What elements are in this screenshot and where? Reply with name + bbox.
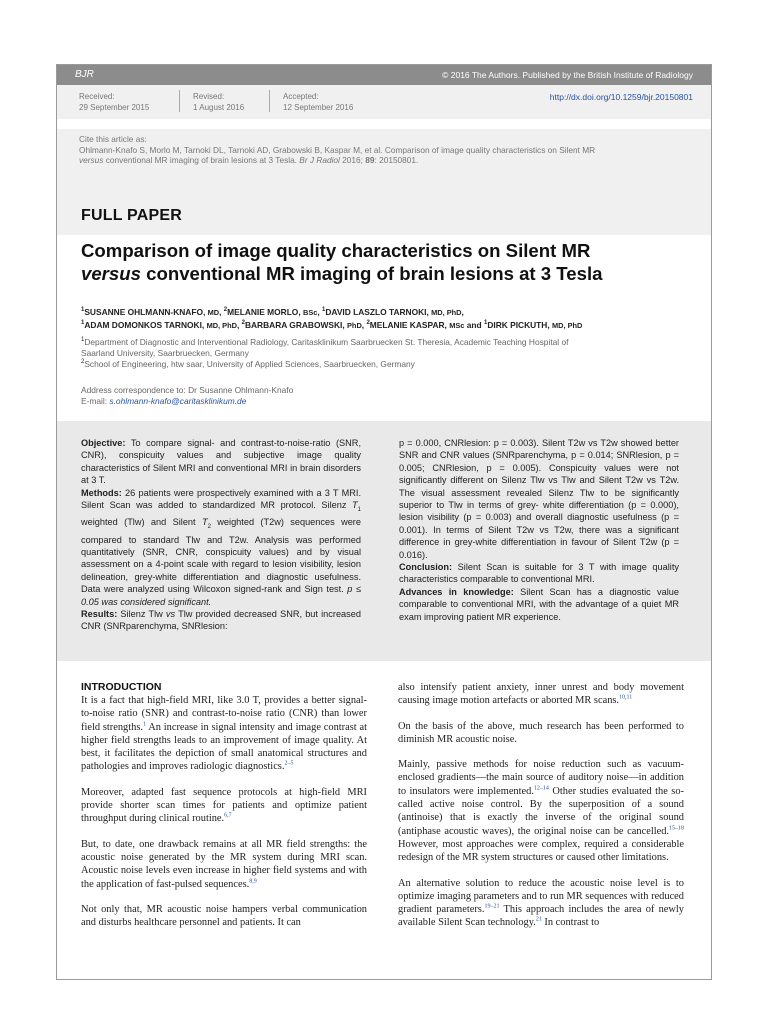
article-page: [56, 64, 712, 980]
paragraph-text: Other studies evaluated the so-called active noise control. By the superposition of a sound (antinoise) that is exactly the inverse of the original sound (antiphase acoustic waves), the original noise can be cancelled.: [398, 785, 684, 837]
author-1: SUSANNE OHLMANN-KNAFO,: [84, 307, 208, 317]
reference-link[interactable]: 15–18: [669, 825, 684, 832]
t1-symbol: T: [352, 500, 358, 511]
affiliation-1: Department of Diagnostic and Interventional Radiology, Caritasklinikum Saarbruecken St. Theresia, Academic Teaching Hospital of: [84, 337, 569, 347]
results-text-a: Silenz Tlw: [117, 608, 166, 619]
author-7-degree: MD, PhD: [552, 321, 583, 330]
objective-text: To compare signal- and contrast-to-noise-ratio (SNR, CNR), conspicuity values and subjective image quality characteristics of Silent MRI and conventional MRI in brain disorders at 3 T.: [81, 438, 361, 486]
author-4: ADAM DOMONKOS TARNOKI,: [84, 320, 207, 330]
doi-link[interactable]: http://dx.doi.org/10.1259/bjr.20150801: [549, 92, 693, 102]
title-part1: Comparison of image quality characteristics on Silent MR: [81, 240, 591, 261]
paragraph-text: In contrast to: [541, 917, 600, 929]
paragraph: [81, 786, 367, 826]
paragraph-text: This approach includes the area of newly available Silent Scan technology.: [398, 904, 684, 929]
author-3: DAVID LASZLO TARNOKI,: [325, 307, 432, 317]
paragraph: [398, 877, 684, 930]
affiliations: [81, 337, 701, 370]
author-4-degree: MD, PhD: [206, 321, 237, 330]
affil-sup: 2: [81, 359, 85, 366]
paragraph-text: Mainly, passive methods for noise reduction such as vacuum-enclosed gradients—the main source of auditory noise—in addition to insulators were implemented.: [398, 759, 684, 797]
abstract-left-column: [81, 437, 361, 633]
affil-sup: 1: [322, 307, 326, 314]
t2-sub: 2: [207, 524, 211, 531]
affiliation-2: School of Engineering, htw saar, University of Applied Sciences, Saarbruecken, Germany: [84, 359, 415, 369]
affiliation-1b: Saarland University, Saarbruecken, Germany: [81, 348, 249, 358]
author-5-degree: PhD: [347, 321, 362, 330]
paragraph: [398, 681, 684, 708]
affil-sup: 1: [81, 307, 85, 314]
paragraph-text: Not only that, MR acoustic noise hampers verbal communication and disturbs healthcare personnel and patients. It can: [81, 903, 367, 929]
paragraph: [81, 838, 367, 891]
conclusion-label: Conclusion:: [399, 562, 453, 573]
t1-sub: 1: [357, 506, 361, 513]
paragraph: [398, 758, 684, 864]
correspondence-label: Address correspondence to: Dr Susanne Ohlmann-Knafo: [81, 385, 294, 395]
affil-sup: 2: [241, 320, 245, 327]
accepted-date-block: [283, 91, 353, 113]
email-link[interactable]: s.ohlmann-knafo@caritasklinikum.de: [109, 396, 247, 406]
cite-year: 2016;: [339, 155, 366, 165]
title-versus: versus: [81, 263, 141, 284]
revised-label: Revised:: [193, 92, 225, 101]
affil-sup: 2: [223, 307, 228, 314]
paragraph-text: An alternative solution to reduce the acoustic noise level is to optimize imaging parameters and to run MR sequences with reduced gradient parameters.: [398, 877, 684, 916]
author-1-degree: MD: [207, 308, 220, 317]
author-2-degree: BSc: [302, 308, 318, 317]
revised-date-block: [193, 91, 244, 113]
author-6: MELANIE KASPAR,: [369, 320, 450, 330]
paragraph-text: also intensify patient anxiety, inner unrest and body movement causing image motion artefacts or aborted MR scans.: [398, 682, 684, 707]
paragraph: [81, 694, 367, 774]
reference-link[interactable]: 21: [535, 916, 542, 923]
journal-header-bar: [57, 65, 711, 85]
reference-link[interactable]: 19–21: [484, 903, 500, 910]
introduction-heading: INTRODUCTION: [81, 681, 162, 693]
objective-label: Objective:: [81, 438, 126, 448]
author-5: BARBARA GRABOWSKI,: [244, 320, 347, 330]
accepted-date: 12 September 2016: [283, 103, 354, 112]
title-part2: conventional MR imaging of brain lesions at 3 Tesla: [140, 263, 603, 284]
paragraph-text: On the basis of the above, much research has been performed to diminish MR acoustic noise.: [398, 720, 684, 745]
paragraph-text: However, most approaches were complex, required a considerable redesign of the MR system structures or caused other limitations.: [398, 838, 684, 864]
journal-name: BJR: [75, 69, 94, 80]
paragraph-text: It is a fact that high-field MRI, like 3.0 T, provides a better signal-to-noise ratio (SNR) and contrast-to-noise ratio (CNR) than lower field strengths.: [81, 695, 367, 733]
received-date: 29 September 2015: [79, 103, 150, 112]
cite-versus: versus: [79, 155, 104, 165]
abstract-right-column: [399, 437, 679, 623]
revised-date: 1 August 2016: [193, 103, 245, 112]
affil-sup: 1: [483, 320, 488, 327]
received-date-block: [79, 91, 149, 113]
methods-text-c: weighted (T2w) sequences were compared to standard Tlw and T2w. Analysis was performed quantitatively (SNR, CNR, conspicuity values) and by visual assessment on a 4-point scale with regard to lesion visibility, lesion delineation, grey-white differentiation and diagnostic usefulness. Data were analyzed using Wilcoxon signed-rank and Sign test.: [81, 517, 361, 595]
results-vs: vs: [165, 608, 176, 619]
results-label: Results:: [81, 608, 118, 619]
author-2: MELANIE MORLO,: [227, 307, 303, 317]
t2-symbol: T: [201, 517, 208, 528]
body-right-column: [398, 681, 684, 942]
affil-sup: 1: [81, 320, 85, 327]
author-6-degree: MSc: [449, 321, 465, 330]
dates-bar: [57, 85, 711, 119]
paragraph: [398, 720, 684, 747]
author-3-degree: MD, PhD: [431, 308, 462, 317]
body-left-column: [81, 681, 367, 941]
results-text-c: p = 0.000, CNRlesion: p = 0.003). Silent T2w vs T2w showed better SNR and CNR values (SNRparenchyma, p = 0.014; SNRlesion, p = 0.005; CNRlesion, p = 0.005). Conspicuity values were not significantly different on Silenz Tlw vs Tlw and Silent T2w vs T2w. The visual assessment revealed Silenz Tlw to be significantly superior to Tlw in terms of grey- white differentiation (p = 0.000), lesion visibility (p = 0.003) and overall diagnostic usefulness (p = 0.001). In terms of Silent T2w vs T2w, there was a significant difference in grey-white differentiation in favour of Silent T2w (p = 0.016).: [399, 438, 679, 560]
reference-link[interactable]: 12–14: [533, 785, 549, 792]
affil-sup: 2: [366, 320, 370, 327]
citation-text: [79, 134, 691, 166]
reference-link[interactable]: 1: [142, 721, 146, 728]
cite-volume: 89: [365, 155, 375, 165]
cite-article-no: : 20150801.: [374, 155, 419, 165]
cite-line2: conventional MR imaging of brain lesions at 3 Tesla.: [103, 155, 300, 165]
affil-sup: 1: [81, 337, 85, 344]
paragraph: [81, 903, 367, 930]
cite-line1: Ohlmann-Knafo S, Morlo M, Tarnoki DL, Tarnoki AD, Grabowski B, Kaspar M, et al. Comparison of image quality characteristics on Silent MR: [79, 144, 596, 155]
advances-text: Silent Scan has a diagnostic value comparable to conventional MRI, with the advantage of a quiet MR exam improving patient MR experience.: [399, 586, 680, 622]
reference-link[interactable]: 2–5: [284, 761, 294, 768]
author-list: $^1$SUSANNE OHLMANN-KNAFO, MD, $^2$MELANIE MORLO, BSc, $^1$DAVID LASZLO TARNOKI, MD, PhD, $^1$ADAM DOMONKOS TARNOKI, MD, PhD, $^2$BARBARA GRABOWSKI, PhD, $^2$MELANIE KASPAR, MSc and $^1$DIRK PICKUTH, MD, PhD: [81, 307, 583, 330]
email-label: E-mail:: [81, 396, 110, 406]
correspondence: [81, 385, 701, 407]
cite-label: Cite this article as:: [79, 134, 147, 144]
article-title: [81, 239, 701, 285]
reference-link[interactable]: 6,7: [224, 812, 232, 819]
paragraph-text: But, to date, one drawback remains at all MR field strengths: the acoustic noise generated by the MR system during MRI scan. Acoustic noise levels even increase in higher field systems and with the application of fast-pulsed sequences.: [81, 838, 367, 890]
conclusion-text: Silent Scan is suitable for 3 T with image quality characteristics comparable to conventional MRI.: [399, 562, 679, 585]
reference-link[interactable]: 8,9: [249, 878, 257, 885]
author-7: DIRK PICKUTH,: [487, 320, 552, 330]
advances-label: Advances in knowledge:: [399, 586, 514, 597]
accepted-label: Accepted:: [283, 92, 319, 101]
cite-journal: Br J Radiol: [299, 155, 340, 165]
methods-label: Methods:: [81, 487, 122, 498]
article-type: FULL PAPER: [81, 207, 182, 224]
paragraph-text: Moreover, adapted fast sequence protocols at high-field MRI provide shorter scan times for patients and optimize patient throughput during clinical routine.: [81, 786, 367, 825]
methods-p: p ≤ 0.05 was considered significant.: [81, 584, 361, 607]
paragraph-text: An increase in signal intensity and image contrast at higher field strengths leads to an improvement of image quality. At best, it facilitates the depiction of small anatomical structures and pathologies and improves radiologic diagnostics.: [81, 721, 367, 773]
methods-text-b: weighted (Tlw) and Silent: [81, 517, 202, 528]
received-label: Received:: [79, 92, 115, 101]
date-divider: [269, 90, 270, 112]
copyright-notice: © 2016 The Authors. Published by the British Institute of Radiology: [442, 70, 693, 80]
date-divider: [179, 90, 180, 112]
results-text-b: Tlw provided decreased SNR, but increased CNR (SNRparenchyma, SNRlesion:: [81, 608, 361, 632]
abstract-box: [57, 421, 711, 661]
reference-link[interactable]: 10,11: [619, 694, 633, 701]
methods-text-a: 26 patients were prospectively examined with a 3 T MRI. Silent Scan was added to standardized MR protocol. Silenz: [81, 487, 361, 511]
